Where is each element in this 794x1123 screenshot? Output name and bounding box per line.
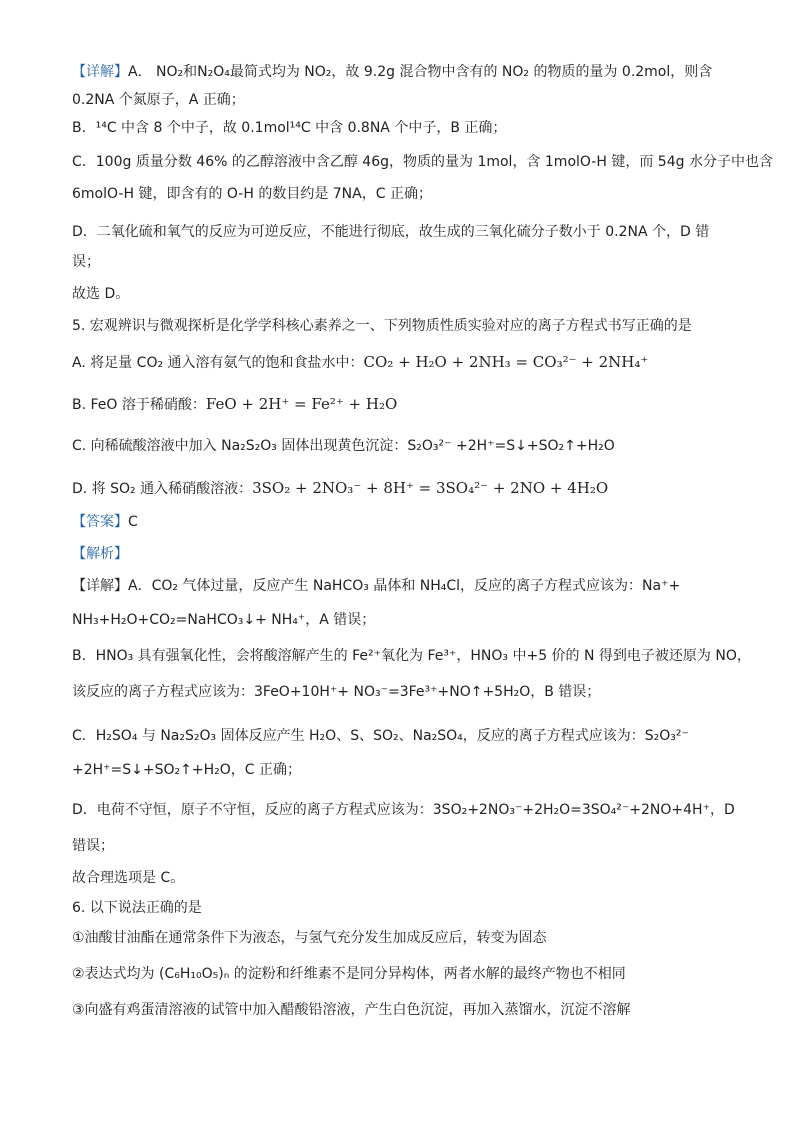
q5-option-a-equation: CO₂ + H₂O + 2NH₃ = CO₃²⁻ + 2NH₄⁺ [363, 353, 649, 371]
q5-answer [72, 512, 138, 532]
q5-detail-line-3: B．HNO₃ 具有强氧化性，会将酸溶解产生的 Fe²⁺氧化为 Fe³⁺，HNO₃ 中+5 价的 N 得到电子被还原为 NO， [72, 648, 751, 664]
q5-analysis-tag: 【解析】 [72, 546, 128, 562]
q5-detail-line-4: 该反应的离子方程式应该为：3FeO+10H⁺+ NO₃⁻=3Fe³⁺+NO↑+5H₂O，B 错误； [72, 684, 601, 700]
q5-detail-tag: 【详解】 [72, 578, 128, 594]
q6-statement-3: ③向盛有鸡蛋清溶液的试管中加入醋酸铅溶液，产生白色沉淀，再加入蒸馏水，沉淀不溶解 [72, 1002, 631, 1018]
q4-detail-line-7: 误； [72, 254, 100, 270]
q5-detail-line-1: 【详解】A．CO₂ 气体过量，反应产生 NaHCO₃ 晶体和 NH₄Cl，反应的离子方程式应该为：Na⁺+ [72, 578, 681, 594]
q5-option-c: C. 向稀硫酸溶液中加入 Na₂S₂O₃ 固体出现黄色沉淀：S₂O₃²⁻ +2H⁺=S↓+SO₂↑+H₂O [72, 438, 615, 454]
q5-conclusion: 故合理选项是 C。 [72, 870, 185, 886]
q5-detail-line-5: C．H₂SO₄ 与 Na₂S₂O₃ 固体反应产生 H₂O、S、SO₂、Na₂SO₄，反应的离子方程式应该为：S₂O₃²⁻ [72, 728, 689, 744]
q4-detail-line-4: C．100g 质量分数 46% 的乙醇溶液中含乙醇 46g，物质的量为 1mol，含 1molO-H 键，而 54g 水分子中也含 [72, 154, 773, 170]
answer-value: C [128, 514, 138, 530]
q5-option-b-equation: FeO + 2H⁺ = Fe²⁺ + H₂O [205, 395, 398, 413]
q6-stem: 6. 以下说法正确的是 [72, 900, 202, 916]
q5-option-c-equation: S₂O₃²⁻ +2H⁺=S↓+SO₂↑+H₂O [407, 438, 615, 454]
q5-option-a: A. 将足量 CO₂ 通入溶有氨气的饱和食盐水中：CO₂ + H₂O + 2NH₃ = CO₃²⁻ + 2NH₄⁺ [72, 353, 649, 371]
q5-detail-line-7: D．电荷不守恒，原子不守恒，反应的离子方程式应该为：3SO₂+2NO₃⁻+2H₂O=3SO₄²⁻+2NO+4H⁺，D [72, 802, 735, 818]
q4-detail-line-3: B．¹⁴C 中含 8 个中子，故 0.1mol¹⁴C 中含 0.8NA 个中子，B 正确； [72, 120, 507, 136]
q5-detail-line-6: +2H⁺=S↓+SO₂↑+H₂O，C 正确； [72, 762, 301, 778]
q4-detail-tag: 【详解】 [72, 64, 128, 80]
answer-tag: 【答案】 [72, 514, 128, 530]
q6-statement-2: ②表达式均为 (C₆H₁₀O₅)ₙ 的淀粉和纤维素不是同分异构体，两者水解的最终产物也不相同 [72, 966, 626, 982]
q5-option-d: D. 将 SO₂ 通入稀硝酸溶液：3SO₂ + 2NO₃⁻ + 8H⁺ = 3SO₄²⁻ + 2NO + 4H₂O [72, 479, 609, 497]
q6-statement-1: ①油酸甘油酯在通常条件下为液态，与氢气充分发生加成反应后，转变为固态 [72, 930, 547, 946]
q5-detail-line-8: 错误； [72, 838, 114, 854]
q4-detail-line-6: D．二氧化硫和氧气的反应为可逆反应，不能进行彻底，故生成的三氧化硫分子数小于 0.2NA 个，D 错 [72, 224, 710, 240]
q4-detail-line-1: 【详解】A． NO₂和N₂O₄最简式均为 NO₂，故 9.2g 混合物中含有的 NO₂ 的物质的量为 0.2mol，则含 [72, 64, 713, 80]
q5-detail-line-2: NH₃+H₂O+CO₂=NaHCO₃↓+ NH₄⁺，A 错误； [72, 612, 376, 628]
q4-conclusion: 故选 D。 [72, 286, 130, 302]
q5-option-d-equation: 3SO₂ + 2NO₃⁻ + 8H⁺ = 3SO₄²⁻ + 2NO + 4H₂O [252, 479, 609, 497]
q5-option-b: B. FeO 溶于稀硝酸：FeO + 2H⁺ = Fe²⁺ + H₂O [72, 395, 398, 413]
q5-stem: 5. 宏观辨识与微观探析是化学学科核心素养之一、下列物质性质实验对应的离子方程式书写正确的是 [72, 318, 692, 334]
q4-detail-line-5: 6molO-H 键，即含有的 O-H 的数目约是 7NA，C 正确； [72, 186, 432, 202]
q4-detail-line-2: 0.2NA 个氮原子，A 正确； [72, 92, 245, 108]
